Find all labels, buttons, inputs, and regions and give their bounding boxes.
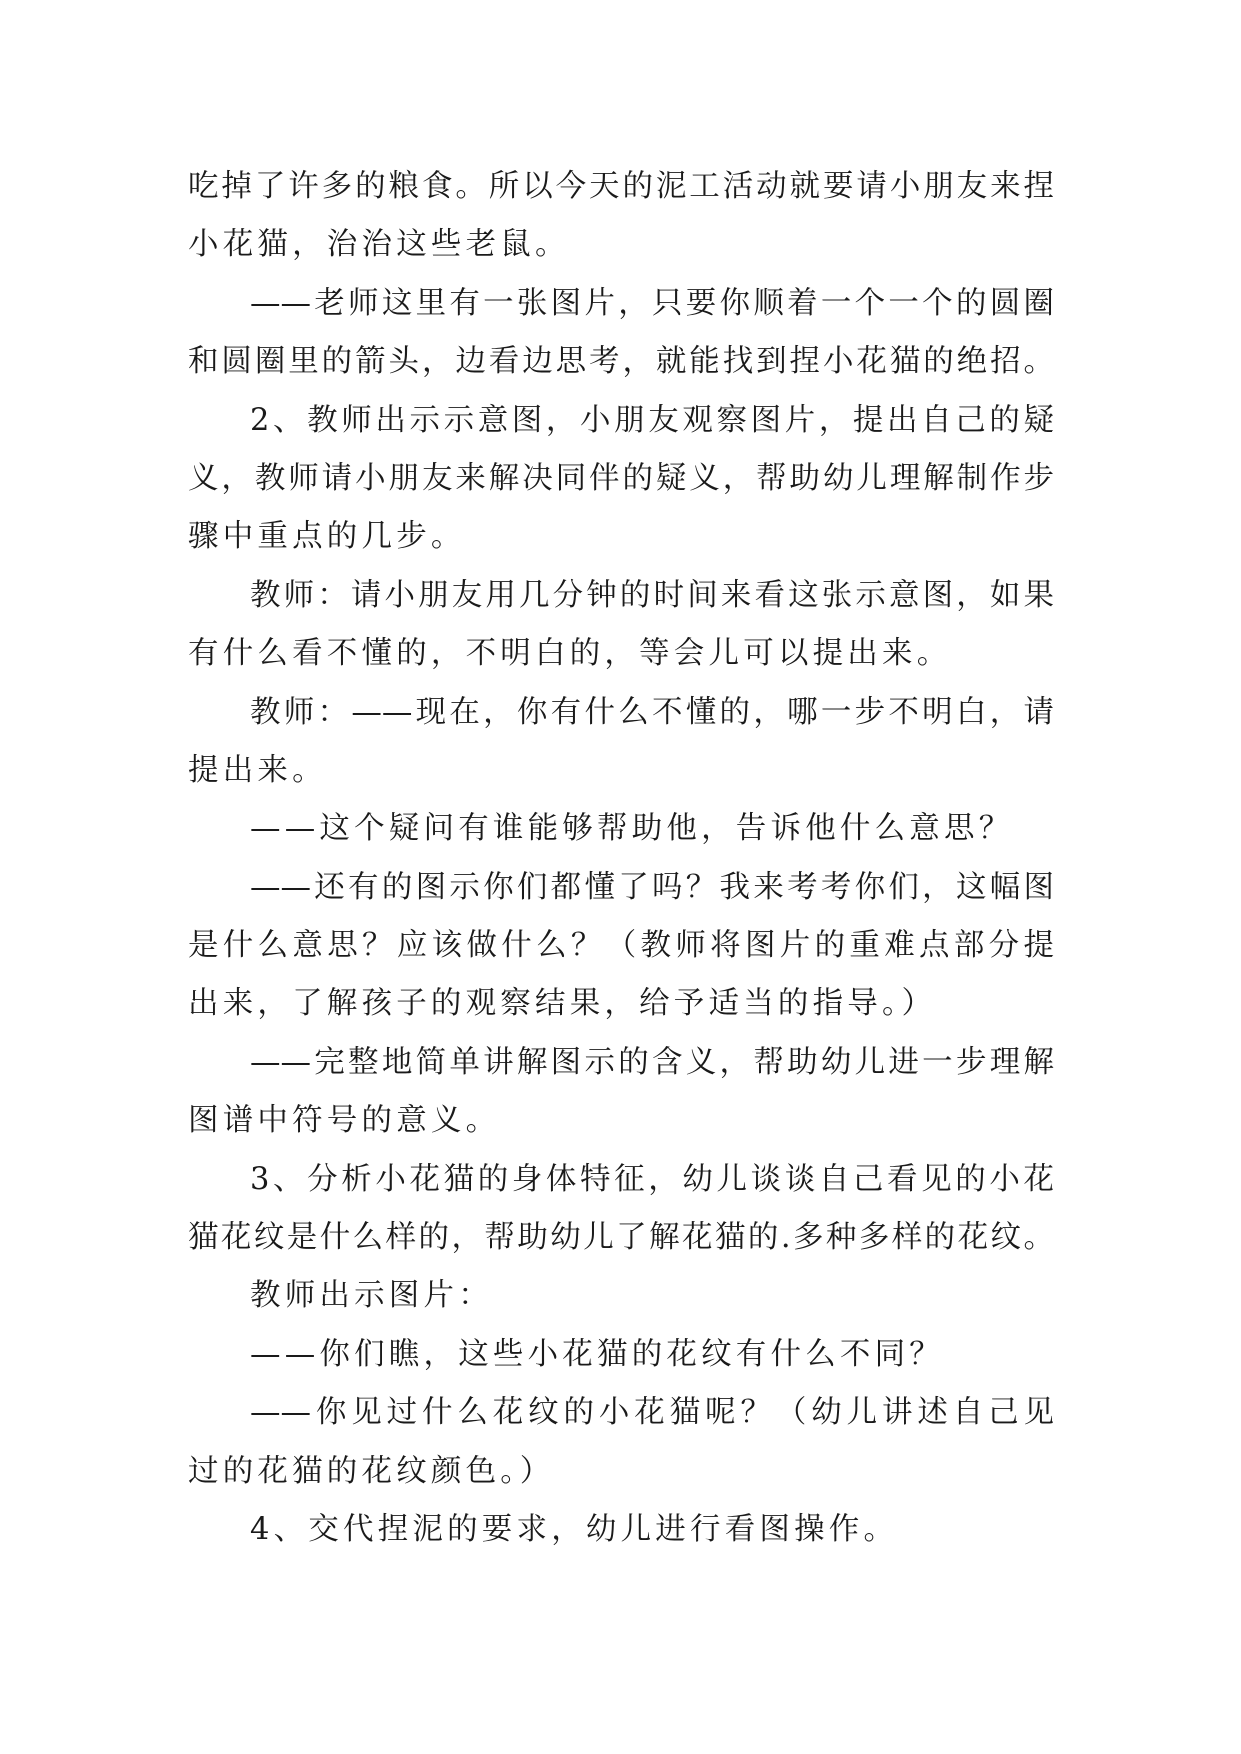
text-line: 3、分析小花猫的身体特征，幼儿谈谈自己看见的小花	[250, 1161, 1054, 1197]
text-line: 有什么看不懂的，不明白的，等会儿可以提出来。	[188, 636, 952, 672]
text-line: ——你见过什么花纹的小花猫呢？（幼儿讲述自己见	[250, 1395, 1054, 1431]
text-line: 出来，了解孩子的观察结果，给予适当的指导。）	[188, 986, 937, 1022]
text-line: 吃掉了许多的粮食。所以今天的泥工活动就要请小朋友来捏	[188, 169, 1054, 204]
text-line: 骤中重点的几步。	[188, 519, 466, 555]
text-line: 4、交代捏泥的要求，幼儿进行看图操作。	[250, 1511, 899, 1547]
text-line: ——你们瞧，这些小花猫的花纹有什么不同？	[250, 1336, 944, 1372]
text-line: 教师：请小朋友用几分钟的时间来看这张示意图，如果	[250, 577, 1054, 613]
text-line: 是什么意思？应该做什么？（教师将图片的重难点部分提	[188, 928, 1054, 964]
text-line: ——老师这里有一张图片，只要你顺着一个一个的圆圈	[250, 285, 1054, 321]
text-line: 小花猫，治治这些老鼠。	[188, 227, 570, 263]
text-line: ——这个疑问有谁能够帮助他，告诉他什么意思？	[250, 811, 1014, 847]
text-line: ——完整地简单讲解图示的含义，帮助幼儿进一步理解	[250, 1044, 1054, 1080]
text-line: 猫花纹是什么样的，帮助幼儿了解花猫的.多种多样的花纹。	[188, 1220, 1054, 1256]
text-line: 2、教师出示示意图，小朋友观察图片，提出自己的疑	[250, 402, 1054, 438]
text-line: ——还有的图示你们都懂了吗？我来考考你们，这幅图	[250, 869, 1054, 905]
text-line: 图谱中符号的意义。	[188, 1103, 501, 1139]
text-line: 提出来。	[188, 752, 327, 788]
text-line: 和圆圈里的箭头，边看边思考，就能找到捏小花猫的绝招。	[188, 344, 1054, 380]
text-line: 教师：——现在，你有什么不懂的，哪一步不明白，请	[250, 694, 1054, 730]
text-line: 教师出示图片：	[250, 1278, 493, 1314]
text-line: 义，教师请小朋友来解决同伴的疑义，帮助幼儿理解制作步	[188, 460, 1054, 496]
text-line: 过的花猫的花纹颜色。）	[188, 1453, 555, 1489]
document-body	[188, 158, 1054, 1559]
